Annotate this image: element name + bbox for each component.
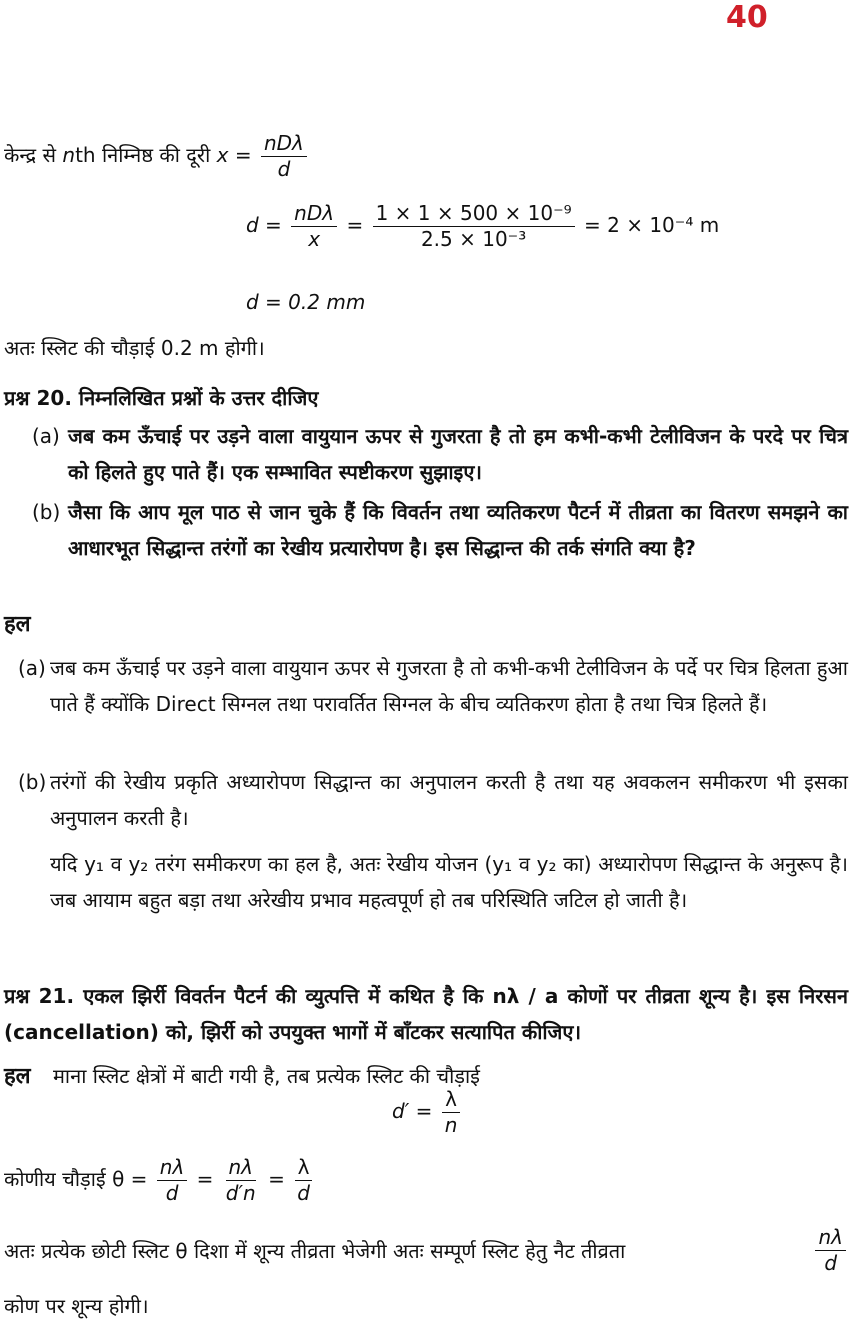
sol2-frac-c bbox=[294, 1156, 313, 1205]
sol1-a-text: जब कम ऊँचाई पर उड़ने वाला वायुयान ऊपर से गुजरता है तो कभी-कभी टेलीविजन के पर्दे पर चित्र हिलता हुआ पाते हैं क्योंकि Direct सिग्नल तथा परावर्तित सिग्नल के बीच व्यतिकरण होता है तथा चित्र हिलते हैं। bbox=[50, 656, 848, 716]
q20-a-text: जब कम ऊँचाई पर उड़ने वाला वायुयान ऊपर से गुजरता है तो हम कभी-कभी टेलीविजन के परदे पर चित्र को हिलते हुए पाते हैं। एक सम्भावित स्पष्टीकरण सुझाइए। bbox=[68, 424, 848, 484]
equation-d-value: d = $\frac{\text{nDλ}}{x}$ = $\frac{\text{1 × 1 × 500 × 10⁻⁹}}{\text{2.5 × 10⁻³}}$ = 2 × 10⁻⁴ m bbox=[246, 201, 720, 251]
sol2-ang-label: कोणीय चौड़ाई θ = bbox=[4, 1167, 148, 1191]
solution-2-line bbox=[4, 1060, 480, 1090]
sol2-dprime-equation bbox=[392, 1088, 463, 1137]
eq1-numerator: nDλ bbox=[261, 132, 307, 157]
sol1-b-label: (b) bbox=[18, 770, 47, 794]
sol2-a-num: nλ bbox=[157, 1156, 188, 1181]
sol2-c-den: d bbox=[297, 1181, 310, 1205]
eq1-lead: केन्द्र से bbox=[4, 143, 57, 167]
eq1-th-text: th निम्निष्ठ की दूरी bbox=[75, 143, 211, 167]
q20-heading-text: निम्नलिखित प्रश्नों के उत्तर दीजिए bbox=[78, 386, 319, 410]
eq2-f1-den: x bbox=[308, 227, 321, 251]
q20-a-label: (a) bbox=[32, 424, 60, 448]
eq2-f1-num: nDλ bbox=[291, 202, 337, 227]
sol2-dprime: d′ = bbox=[392, 1099, 433, 1123]
eq1-x-eq: x = bbox=[216, 143, 252, 167]
q21-title: प्रश्न 21. bbox=[4, 984, 75, 1008]
sol2-dprime-den: n bbox=[444, 1113, 458, 1137]
q20-title: प्रश्न 20. bbox=[4, 386, 72, 410]
eq1-n: n bbox=[62, 143, 76, 167]
eq2-fraction-2 bbox=[373, 202, 575, 251]
eq1-fraction bbox=[261, 132, 307, 181]
sol1-b-text: तरंगों की रेखीय प्रकृति अध्यारोपण सिद्धान्त का अनुपालन करती है तथा यह अवकलन समीकरण भी इसका अनुपालन करती है। bbox=[50, 770, 848, 830]
sol2-dprime-num: λ bbox=[442, 1088, 460, 1113]
eq1-denominator: d bbox=[277, 157, 291, 181]
question-21 bbox=[4, 978, 848, 1050]
sol2-c-num: λ bbox=[295, 1156, 313, 1181]
sol2-final-statement bbox=[4, 1226, 849, 1275]
sol2-last-line: कोण पर शून्य होगी। bbox=[4, 1294, 149, 1318]
sol2-frac-b bbox=[223, 1156, 259, 1205]
sol1-a-label: (a) bbox=[18, 656, 46, 680]
sol2-text: माना स्लिट क्षेत्रों में बाटी गयी है, तब प्रत्येक स्लिट की चौड़ाई bbox=[52, 1064, 480, 1088]
sol2-final-den: d bbox=[824, 1251, 838, 1275]
eq2-f2-den: 2.5 × 10⁻³ bbox=[420, 227, 527, 251]
sol1-c-text: यदि y₁ व y₂ तरंग समीकरण का हल है, अतः रेखीय योजन (y₁ व y₂ का) अध्यारोपण सिद्धान्त के अनुरूप है। जब आयाम बहुत बड़ा तथा अरेखीय प्रभाव महत्वपूर्ण हो तब परिस्थिति जटिल हो जाती है। bbox=[50, 852, 848, 912]
sol2-angular-width: कोणीय चौड़ाई θ = $\frac{n\lambda}{d}$ = $\frac{n\lambda}{d'n}$ = $\frac{\lambda}{d}$ bbox=[4, 1156, 316, 1205]
sol2-b-num: nλ bbox=[226, 1156, 257, 1181]
equation-d-result: d = 0.2 mm bbox=[246, 290, 366, 314]
eq2-f2-num: 1 × 1 × 500 × 10⁻⁹ bbox=[373, 202, 575, 227]
eq2-fraction-1 bbox=[291, 202, 337, 251]
q20-b-text: जैसा कि आप मूल पाठ से जान चुके हैं कि विवर्तन तथा व्यतिकरण पैटर्न में तीव्रता का वितरण समझने का आधारभूत सिद्धान्त तरंगों का रेखीय प्रत्यारोपण है। इस सिद्धान्त की तर्क संगति क्या है? bbox=[68, 500, 848, 560]
sol2-a-den: d bbox=[165, 1181, 179, 1205]
sol2-title: हल bbox=[4, 1064, 31, 1089]
sol2-dprime-fraction bbox=[442, 1088, 461, 1137]
equation-fringe-distance bbox=[4, 132, 310, 181]
question-20-heading bbox=[4, 384, 318, 411]
sol2-final-text: अतः प्रत्येक छोटी स्लिट θ दिशा में शून्य तीव्रता भेजेगी अतः सम्पूर्ण स्लिट हेतु नैट तीव्रता bbox=[4, 1239, 626, 1263]
sol2-final-num: nλ bbox=[815, 1226, 846, 1251]
sol2-b-den: d′n bbox=[225, 1181, 256, 1205]
q21-text: एकल झिर्री विवर्तन पैटर्न की व्युत्पत्ति में कथित है कि nλ / a कोणों पर तीव्रता शून्य है। इस निरसन (cancellation) को, झिर्री को उपयुक्त भागों में बाँटकर सत्यापित कीजिए। bbox=[4, 984, 848, 1044]
page-number: 40 bbox=[726, 0, 768, 35]
eq2-result: = 2 × 10⁻⁴ m bbox=[584, 213, 720, 237]
solution-1-heading: हल bbox=[4, 612, 31, 637]
slit-width-statement: अतः स्लिट की चौड़ाई 0.2 m होगी। bbox=[4, 336, 265, 360]
q20-b-label: (b) bbox=[32, 500, 61, 524]
sol2-final-fraction bbox=[815, 1226, 846, 1275]
eq2-d-eq: d = bbox=[246, 213, 282, 237]
sol2-frac-a bbox=[157, 1156, 188, 1205]
